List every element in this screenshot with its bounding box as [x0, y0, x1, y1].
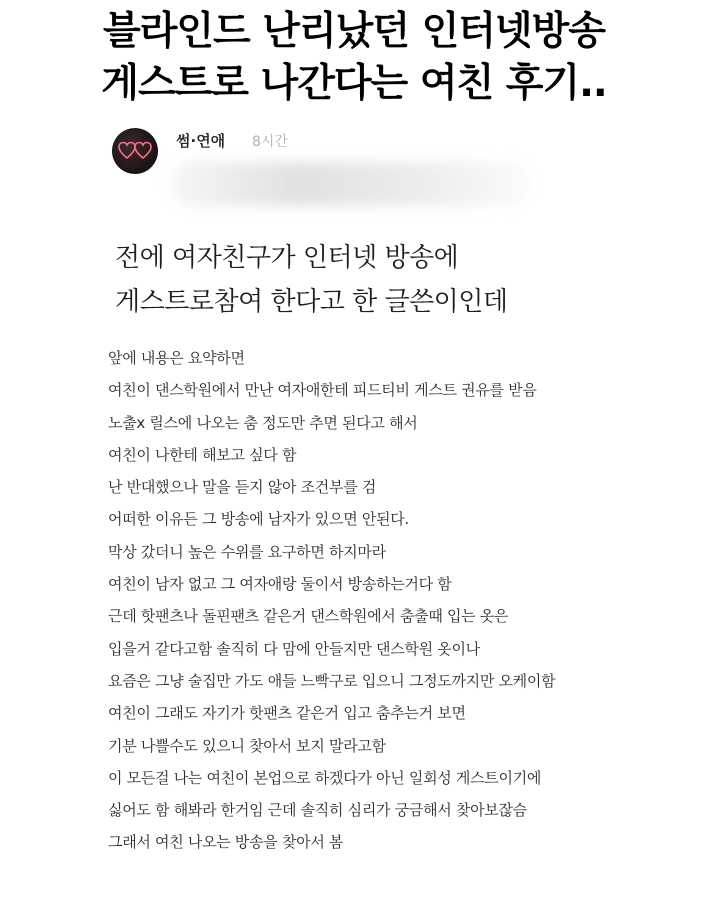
blurred-author [172, 162, 532, 206]
headline-line-2: 게스트로 나간다는 여친 후기.. [101, 61, 607, 106]
avatar[interactable] [112, 128, 158, 174]
post-title [115, 236, 675, 324]
body-line: 이 모든걸 나는 여친이 본업으로 하겠다가 아닌 일회성 게스트이기에 [108, 768, 542, 787]
headline-line-1: 블라인드 난리났던 인터넷방송 [103, 9, 605, 54]
body-line: 어떠한 이유든 그 방송에 남자가 있으면 안된다. [108, 510, 409, 529]
body-line: 싫어도 함 해봐라 한거임 근데 솔직히 심리가 궁금해서 찾아보잖슴 [108, 801, 527, 820]
board-name[interactable]: 썸·연애 [176, 132, 226, 150]
post-title-line-2: 게스트로참여 한다고 한 글쓴이인데 [115, 287, 508, 317]
body-line: 그래서 여친 나오는 방송을 찾아서 봄 [108, 833, 344, 852]
body-line: 요즘은 그냥 술집만 가도 애들 느빡구로 입으니 그정도까지만 오케이함 [108, 671, 556, 690]
body-line: 근데 핫팬츠나 돌핀팬츠 같은거 댄스학원에서 춤출때 입는 옷은 [108, 607, 509, 626]
body-line: 여친이 남자 없고 그 여자애랑 둘이서 방송하는거다 함 [108, 575, 452, 594]
body-line: 여친이 댄스학원에서 만난 여자애한테 피드티비 게스트 권유를 받음 [108, 381, 537, 400]
body-line: 여친이 그래도 자기가 핫팬츠 같은거 입고 춤추는거 보면 [108, 704, 466, 723]
post-header [112, 122, 652, 222]
post-time: 8시간 [252, 134, 288, 150]
body-line: 난 반대했으나 말을 듣지 않아 조건부를 검 [108, 478, 377, 497]
body-line: 여친이 나한테 해보고 싶다 함 [108, 445, 297, 464]
body-line: 노출x 릴스에 나오는 춤 정도만 추면 된다고 해서 [108, 413, 418, 432]
headline [0, 6, 708, 110]
body-line: 앞에 내용은 요약하면 [108, 349, 245, 367]
body-line: 입을거 같다고함 솔직히 다 맘에 안들지만 댄스학원 옷이나 [108, 639, 480, 658]
body-line: 기분 나쁠수도 있으니 찾아서 보지 말라고함 [108, 736, 386, 755]
post-body [108, 342, 688, 859]
heart-icon [118, 141, 152, 161]
post-title-line-1: 전에 여자친구가 인터넷 방송에 [115, 243, 459, 273]
body-line: 막상 갔더니 높은 수위를 요구하면 하지마라 [108, 542, 386, 561]
